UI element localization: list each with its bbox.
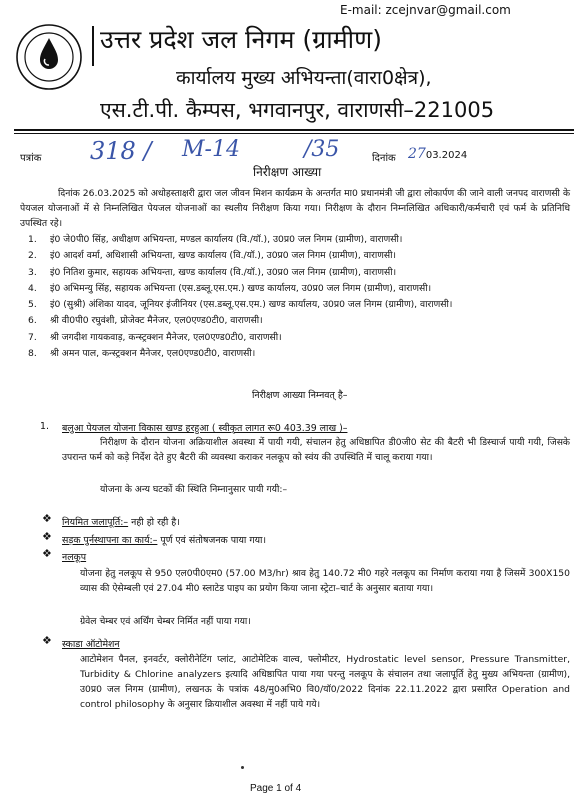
reference-serial-handwritten: /35 — [304, 137, 340, 162]
report-title: निरीक्षण आख्या — [253, 165, 322, 179]
letterhead-divider — [92, 26, 94, 66]
attendee-list — [28, 232, 568, 362]
scheme-title: बलुआ पेयजल योजना विकास खण्ड हरहुआ ( स्वीकृत लागत रू0 403.39 लाख )– — [62, 423, 348, 434]
tubewell-paragraph: योजना हेतु नलकूप से 950 एल0पी0एम0 (57.00 M3/hr) श्राव हेतु 140.72 मी0 गहरे नलकूप का निर्माण कराया गया है जिसमें 300X150 व्यास की ऐसेम्बली एवं 27.04 मी0 स्लाटेड पाइप का प्रयोग किया जाना स्ट्रेटा–चार्ट के अनुसार बताया गया। — [80, 568, 570, 594]
date-day-handwritten: 27 — [408, 146, 426, 162]
diamond-bullet-icon: ❖ — [42, 512, 52, 525]
organization-name: उत्तर प्रदेश जल निगम (ग्रामीण) — [100, 25, 382, 54]
scheme-number: 1. — [40, 421, 49, 432]
water-drop-logo-icon — [14, 22, 84, 92]
list-item: 8. श्री अमन पाल, कन्स्ट्रक्शन मैनेजर, एल0एण्ड0टी0, वाराणसी। — [28, 348, 256, 360]
office-address: एस.टी.पी. कैम्पस, भगवानपुर, वाराणसी–221005 — [100, 98, 495, 122]
diamond-bullet-icon: ❖ — [42, 634, 52, 647]
header-rule — [14, 129, 574, 131]
list-item: 6. श्री वी0पी0 रघुवंशी, प्रोजेक्ट मैनेजर, एल0एण्ड0टी0, वाराणसी। — [28, 315, 263, 327]
findings-heading: निरीक्षण आख्या निम्नवत् है– — [252, 390, 348, 401]
diamond-bullet-icon: ❖ — [42, 530, 52, 543]
list-item: 5. इं0 (सुश्री) अंशिका यादव, जूनियर इंजीनियर (एस.डब्लू.एस.एम.) खण्ड कार्यालय, उ0प्र0 जल निगम (ग्रामीण), वाराणसी। — [28, 299, 453, 311]
list-item: 2. इं0 आदर्श वर्मा, अधिशासी अभियन्ता, खण्ड कार्यालय (वि./यॉ.), उ0प्र0 जल निगम (ग्रामीण), वाराणसी। — [28, 250, 397, 262]
header-rule-thin — [14, 133, 574, 134]
letter-date — [408, 146, 467, 162]
office-name: कार्यालय मुख्य अभियन्ता(वारा0क्षेत्र), — [176, 67, 432, 89]
road-restoration-row: सड़क पुर्नस्थापना का कार्य:– पूर्ण एवं संतोषजनक पाया गया। — [62, 535, 267, 546]
reference-number-handwritten: 318 / — [90, 137, 152, 165]
email-address: E-mail: zcejnvar@gmail.com — [340, 3, 511, 17]
scada-heading: स्काडा ऑटोमेशन — [62, 639, 120, 650]
reference-code-handwritten: M-14 — [182, 137, 240, 162]
scada-paragraph: आटोमेशन पैनल, इनवर्टर, क्लोरीनेटिंग प्लांट, आटोमेटिक वाल्व, फ्लोमीटर, Hydrostatic level sensor, Pressure Transmitter, Turbidity & Chlorine analyzers इत्यादि अधिष्ठापित पाया गया परन्तु नलकूप के संचालन तथा जलापूर्ति हेतु मुख्य अभियन्ता (ग्रामीण), उ0प्र0 जल निगम (ग्रामीण), लखनऊ के पत्रांक 48/मु0अभि0 वि0/यॉ0/2022 दिनांक 22.11.2022 द्वारा प्रसारित Operation and control philosophy के अनुसार क्रियाशील अवस्था में नहीं पाये गये। — [80, 654, 570, 710]
tubewell-chamber-note: ग्रेवेल चेम्बर एवं अर्थिंग चेम्बर निर्मित नहीं पाया गया। — [80, 616, 251, 627]
page-mark — [241, 766, 244, 769]
scheme-paragraph: निरीक्षण के दौरान योजना अक्रियाशील अवस्था में पायी गयी, संचालन हेतु अधिष्ठापित डी0जी0 सेट की बैटरी भी डिस्चार्ज पायी गयी, जिसके उपरान्त फर्म को कड़े निर्देश देते हुए बैटरी की व्यवस्था कराकर नलकूप को स्वंय की उपस्थिति में चालू कराया गया। — [62, 437, 570, 463]
page-number: Page 1 of 4 — [250, 783, 302, 794]
date-label: दिनांक — [372, 153, 396, 164]
reference-label: पत्रांक — [20, 153, 42, 164]
list-item: 4. इं0 अभिमन्यु सिंह, सहायक अभियन्ता (एस.डब्लू.एस.एम.) खण्ड कार्यालय, उ0प्र0 जल निगम (ग्रामीण), वाराणसी। — [28, 282, 432, 294]
list-item: 7. श्री जगदीश गायकवाड़, कन्स्ट्रक्शन मैनेजर, एल0एण्ड0टी0, वाराणसी। — [28, 331, 282, 343]
diamond-bullet-icon: ❖ — [42, 547, 52, 560]
list-item: 1. इं0 जे0पी0 सिंह, अधीक्षण अभियन्ता, मण्डल कार्यालय (वि./यॉ.), उ0प्र0 जल निगम (ग्रामीण), वाराणसी। — [28, 234, 403, 245]
date-month-year: 03.2024 — [425, 150, 468, 161]
tubewell-heading: नलकूप — [62, 552, 87, 563]
list-item: 3. इं0 नितिश कुमार, सहायक अभियन्ता, खण्ड कार्यालय (वि./यॉ.), उ0प्र0 जल निगम (ग्रामीण), वाराणसी। — [28, 266, 397, 278]
intro-paragraph: दिनांक 26.03.2025 को अधोहस्ताक्षरी द्वारा जल जीवन मिशन कार्यक्रम के अन्तर्गत मा0 प्रधानमंत्री जी द्वारा लोकार्पण की जाने वाली जनपद वाराणसी के पेयजल योजनाओं में से निम्नलिखित पेयजल योजनाओं का स्थलीय निरीक्षण किया गया। निरीक्षण के दौरान निम्नलिखित अधिकारी/कर्मचारी एवं फर्म के प्रतिनिधि उपस्थित रहे। — [20, 188, 570, 229]
regular-supply-row: नियमित जलापूर्ति:– नही हो रही है। — [62, 517, 180, 528]
scheme-components-intro: योजना के अन्य घटकों की स्थिति निम्नानुसार पायी गयी:– — [100, 484, 288, 495]
